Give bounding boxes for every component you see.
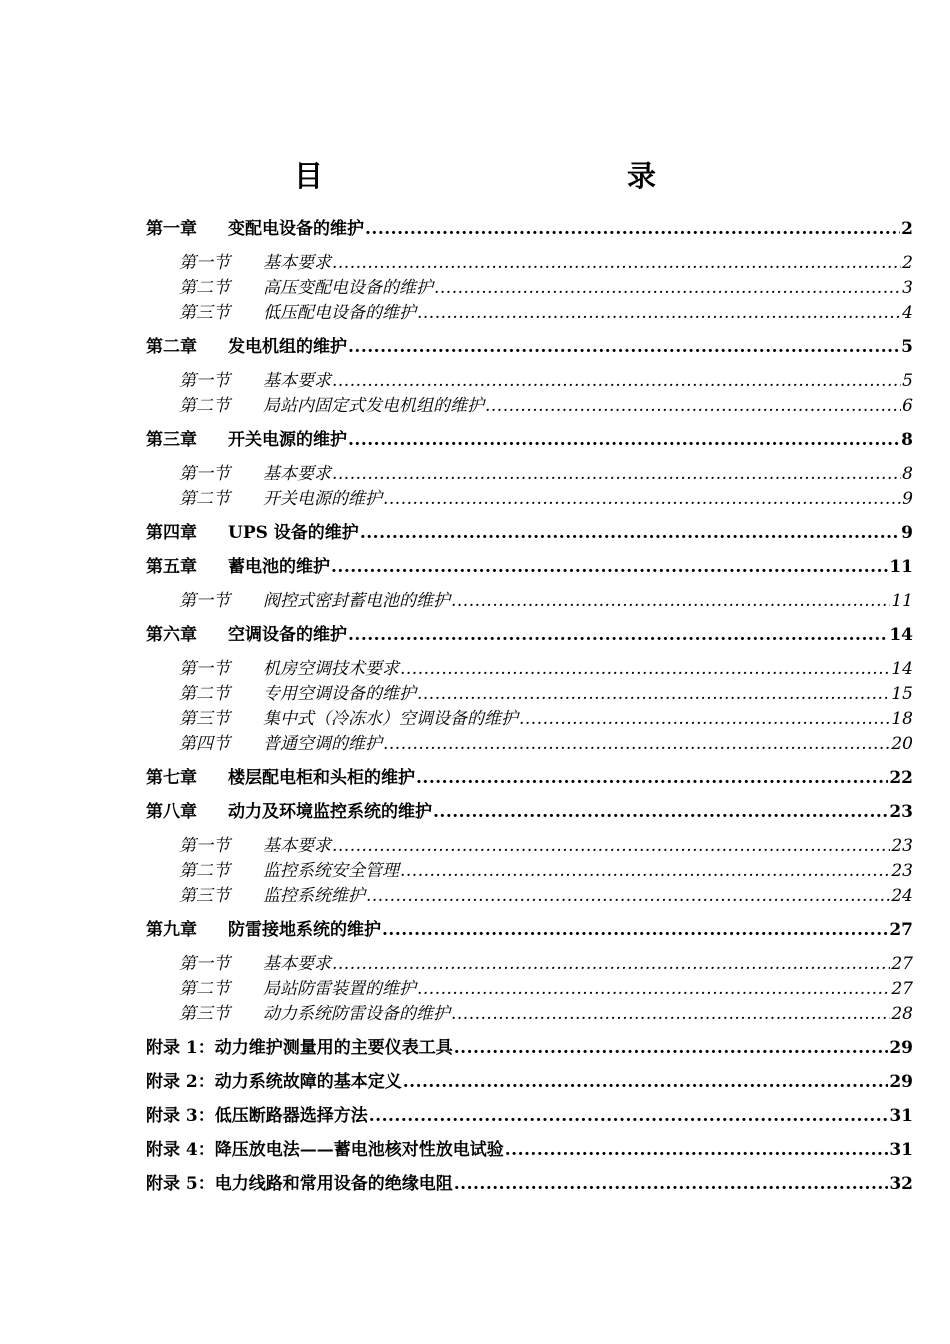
- toc-dot-leader: [416, 766, 888, 791]
- toc-entry-appendix[interactable]: [146, 1104, 913, 1129]
- toc-dot-leader: [332, 462, 901, 487]
- toc-entry-page-number: 11: [889, 557, 913, 577]
- toc-entry-chapter[interactable]: [146, 623, 913, 648]
- toc-dot-leader: [366, 884, 890, 909]
- toc-entry-number: 第一节: [179, 253, 230, 273]
- toc-entry-chapter[interactable]: [146, 335, 913, 360]
- toc-entry-number: 第一节: [179, 371, 230, 391]
- toc-dot-leader: [382, 918, 888, 943]
- toc-entry-page-number: 27: [891, 954, 913, 974]
- toc-dot-leader: [434, 276, 901, 301]
- toc-entry-section[interactable]: [146, 394, 913, 419]
- toc-entry-page-number: 15: [891, 684, 913, 704]
- toc-dot-leader: [331, 555, 888, 580]
- toc-entry-page-number: 20: [891, 734, 913, 754]
- toc-entry-title: 动力系统防雷设备的维护: [263, 1004, 450, 1024]
- toc-entry-number: 第三节: [179, 709, 230, 729]
- toc-entry-appendix[interactable]: [146, 1172, 913, 1197]
- toc-entry-appendix[interactable]: [146, 1138, 913, 1163]
- toc-entry-section[interactable]: [146, 884, 913, 909]
- toc-entry-title: 专用空调设备的维护: [263, 684, 416, 704]
- toc-entry-title: 机房空调技术要求: [263, 659, 399, 679]
- toc-dot-leader: [365, 217, 900, 242]
- toc-entry-number: 第三节: [179, 303, 230, 323]
- toc-dot-leader: [454, 1172, 889, 1197]
- toc-entry-page-number: 2: [901, 219, 913, 239]
- toc-entry-title: 变配电设备的维护: [228, 219, 364, 239]
- toc-entry-title: 附录 4：降压放电法——蓄电池核对性放电试验: [146, 1140, 504, 1160]
- toc-entry-number: 第三节: [179, 886, 230, 906]
- toc-entry-section[interactable]: [146, 834, 913, 859]
- toc-entry-number: 第二节: [179, 979, 230, 999]
- toc-entry-number: 第二节: [179, 489, 230, 509]
- toc-dot-leader: [519, 707, 890, 732]
- toc-entry-page-number: 11: [891, 591, 913, 611]
- toc-entry-title: 局站防雷装置的维护: [263, 979, 416, 999]
- toc-entry-title: 集中式（冷冻水）空调设备的维护: [263, 709, 518, 729]
- toc-dot-leader: [400, 859, 890, 884]
- toc-entry-number: 第二节: [179, 861, 230, 881]
- toc-entry-title: UPS 设备的维护: [228, 523, 359, 543]
- toc-entry-number: 第五章: [146, 557, 197, 577]
- toc-entry-number: 第三节: [179, 1004, 230, 1024]
- toc-dot-leader: [332, 952, 890, 977]
- toc-entry-title: 防雷接地系统的维护: [228, 920, 381, 940]
- toc-entry-number: 第二节: [179, 684, 230, 704]
- toc-entry-page-number: 29: [889, 1038, 913, 1058]
- toc-entry-section[interactable]: [146, 952, 913, 977]
- toc-dot-leader: [348, 623, 888, 648]
- toc-dot-leader: [417, 682, 890, 707]
- toc-entry-page-number: 4: [902, 303, 913, 323]
- toc-entry-title: 附录 2：动力系统故障的基本定义: [146, 1072, 402, 1092]
- toc-entry-title: 高压变配电设备的维护: [263, 278, 433, 298]
- toc-entry-title: 监控系统维护: [263, 886, 365, 906]
- toc-dot-leader: [400, 657, 890, 682]
- toc-entry-title: 低压配电设备的维护: [263, 303, 416, 323]
- toc-entry-title: 基本要求: [263, 253, 331, 273]
- toc-entry-appendix[interactable]: [146, 1070, 913, 1095]
- toc-entry-number: 第三章: [146, 430, 197, 450]
- toc-dot-leader: [433, 800, 888, 825]
- toc-entry-number: 第二节: [179, 396, 230, 416]
- toc-entry-title: 基本要求: [263, 954, 331, 974]
- toc-entry-chapter[interactable]: [146, 521, 913, 546]
- toc-dot-leader: [360, 521, 900, 546]
- toc-entry-number: 第七章: [146, 768, 197, 788]
- toc-entry-chapter[interactable]: [146, 800, 913, 825]
- table-of-contents: [146, 208, 913, 1197]
- toc-entry-page-number: 9: [902, 489, 913, 509]
- toc-entry-number: 第一节: [179, 464, 230, 484]
- toc-entry-page-number: 32: [889, 1174, 913, 1194]
- toc-entry-number: 第二章: [146, 337, 197, 357]
- toc-entry-section[interactable]: [146, 732, 913, 757]
- toc-entry-page-number: 14: [889, 625, 913, 645]
- toc-entry-chapter[interactable]: [146, 766, 913, 791]
- toc-entry-number: 第八章: [146, 802, 197, 822]
- toc-entry-title: 蓄电池的维护: [228, 557, 330, 577]
- toc-entry-title: 监控系统安全管理: [263, 861, 399, 881]
- toc-title: 目 录: [293, 159, 738, 193]
- toc-entry-page-number: 23: [889, 802, 913, 822]
- toc-entry-page-number: 3: [902, 278, 913, 298]
- toc-entry-section[interactable]: [146, 682, 913, 707]
- toc-entry-chapter[interactable]: [146, 217, 913, 242]
- toc-dot-leader: [417, 977, 890, 1002]
- toc-entry-page-number: 31: [889, 1140, 913, 1160]
- toc-dot-leader: [485, 394, 901, 419]
- toc-entry-page-number: 31: [889, 1106, 913, 1126]
- toc-entry-section[interactable]: [146, 487, 913, 512]
- toc-entry-section[interactable]: [146, 369, 913, 394]
- toc-dot-leader: [369, 1104, 889, 1129]
- toc-entry-title: 发电机组的维护: [228, 337, 347, 357]
- toc-dot-leader: [332, 369, 901, 394]
- toc-entry-section[interactable]: [146, 301, 913, 326]
- toc-dot-leader: [505, 1138, 889, 1163]
- toc-entry-title: 空调设备的维护: [228, 625, 347, 645]
- toc-entry-number: 第一节: [179, 659, 230, 679]
- toc-dot-leader: [454, 1036, 889, 1061]
- toc-entry-title: 局站内固定式发电机组的维护: [263, 396, 484, 416]
- toc-entry-number: 第四节: [179, 734, 230, 754]
- toc-entry-number: 第九章: [146, 920, 197, 940]
- toc-entry-page-number: 8: [902, 464, 913, 484]
- toc-entry-title: 附录 5：电力线路和常用设备的绝缘电阻: [146, 1174, 453, 1194]
- toc-dot-leader: [451, 589, 890, 614]
- toc-entry-chapter[interactable]: [146, 918, 913, 943]
- toc-dot-leader: [403, 1070, 889, 1095]
- toc-entry-section[interactable]: [146, 462, 913, 487]
- toc-entry-section[interactable]: [146, 276, 913, 301]
- toc-entry-title: 基本要求: [263, 371, 331, 391]
- toc-dot-leader: [383, 732, 890, 757]
- toc-entry-title: 楼层配电柜和头柜的维护: [228, 768, 415, 788]
- toc-entry-section[interactable]: [146, 707, 913, 732]
- toc-entry-page-number: 6: [902, 396, 913, 416]
- toc-entry-number: 第一节: [179, 954, 230, 974]
- toc-dot-leader: [332, 834, 890, 859]
- toc-dot-leader: [383, 487, 901, 512]
- toc-entry-title: 附录 3：低压断路器选择方法: [146, 1106, 368, 1126]
- toc-entry-title: 附录 1：动力维护测量用的主要仪表工具: [146, 1038, 453, 1058]
- toc-entry-title: 动力及环境监控系统的维护: [228, 802, 432, 822]
- toc-entry-page-number: 2: [902, 253, 913, 273]
- toc-entry-page-number: 5: [902, 371, 913, 391]
- toc-entry-title: 基本要求: [263, 464, 331, 484]
- toc-entry-title: 开关电源的维护: [228, 430, 347, 450]
- toc-entry-section[interactable]: [146, 657, 913, 682]
- toc-entry-title: 普通空调的维护: [263, 734, 382, 754]
- toc-entry-page-number: 27: [891, 979, 913, 999]
- toc-entry-page-number: 18: [891, 709, 913, 729]
- toc-entry-page-number: 27: [889, 920, 913, 940]
- toc-entry-page-number: 5: [901, 337, 913, 357]
- toc-entry-number: 第六章: [146, 625, 197, 645]
- toc-entry-title: 开关电源的维护: [263, 489, 382, 509]
- toc-entry-page-number: 23: [891, 836, 913, 856]
- toc-dot-leader: [348, 335, 900, 360]
- toc-entry-number: 第一节: [179, 836, 230, 856]
- toc-entry-title: 阀控式密封蓄电池的维护: [263, 591, 450, 611]
- toc-entry-page-number: 22: [889, 768, 913, 788]
- toc-entry-page-number: 28: [891, 1004, 913, 1024]
- toc-dot-leader: [417, 301, 901, 326]
- toc-entry-section[interactable]: [146, 1002, 913, 1027]
- toc-dot-leader: [348, 428, 900, 453]
- toc-entry-section[interactable]: [146, 251, 913, 276]
- toc-entry-page-number: 8: [901, 430, 913, 450]
- toc-entry-section[interactable]: [146, 589, 913, 614]
- toc-entry-title: 基本要求: [263, 836, 331, 856]
- toc-entry-number: 第二节: [179, 278, 230, 298]
- toc-entry-section[interactable]: [146, 977, 913, 1002]
- toc-entry-page-number: 29: [889, 1072, 913, 1092]
- toc-entry-chapter[interactable]: [146, 428, 913, 453]
- toc-entry-section[interactable]: [146, 859, 913, 884]
- toc-dot-leader: [332, 251, 901, 276]
- toc-entry-number: 第一章: [146, 219, 197, 239]
- toc-dot-leader: [451, 1002, 890, 1027]
- toc-entry-page-number: 24: [891, 886, 913, 906]
- toc-entry-appendix[interactable]: [146, 1036, 913, 1061]
- toc-entry-chapter[interactable]: [146, 555, 913, 580]
- toc-entry-page-number: 14: [891, 659, 913, 679]
- toc-entry-page-number: 23: [891, 861, 913, 881]
- toc-entry-number: 第一节: [179, 591, 230, 611]
- toc-entry-page-number: 9: [901, 523, 913, 543]
- toc-entry-number: 第四章: [146, 523, 197, 543]
